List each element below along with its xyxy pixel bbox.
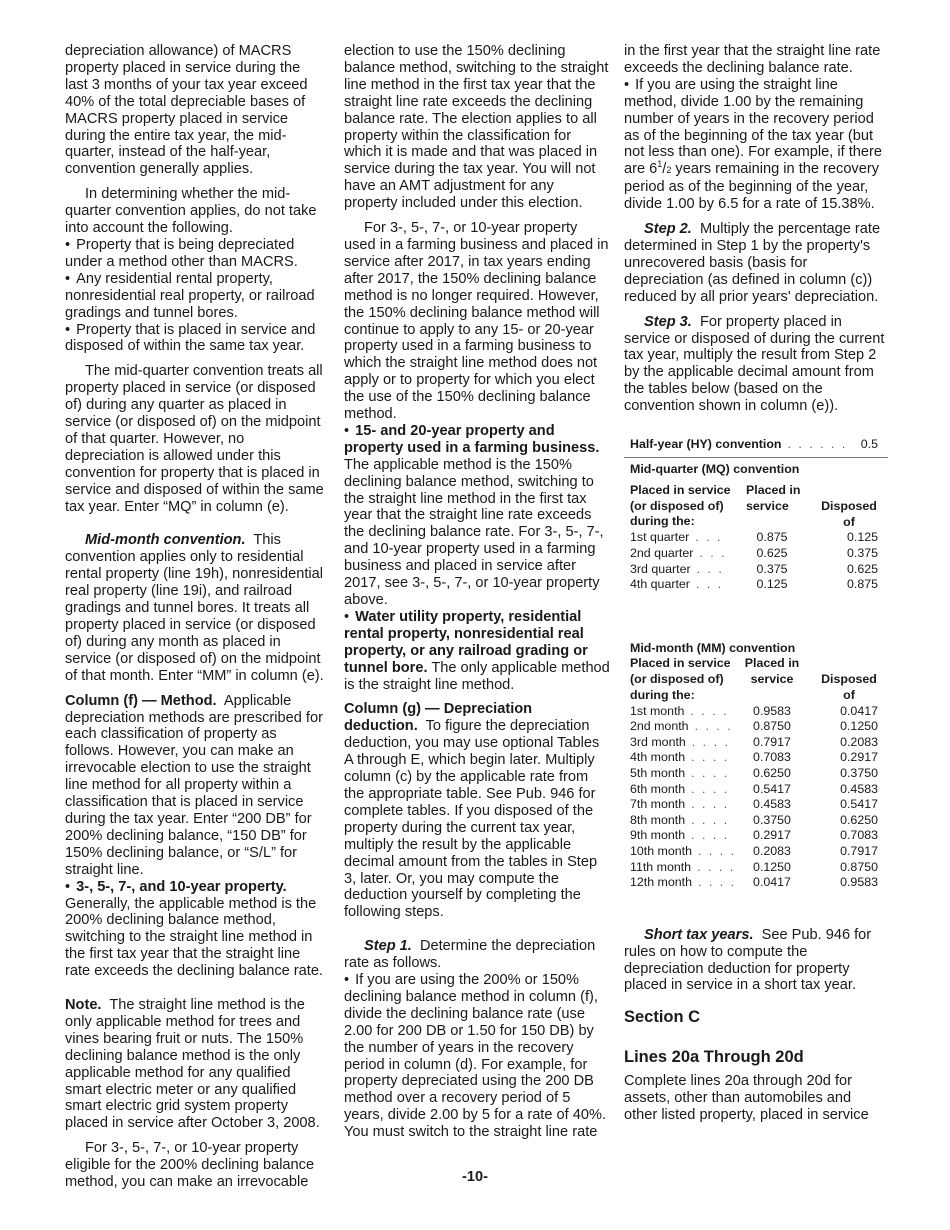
note — [65, 997, 327, 1132]
leader-dots: . . . . — [691, 781, 730, 796]
col-header: Disposed of — [821, 499, 877, 529]
bullet-text: Property that is being depreciated under a method other than MACRS. — [65, 236, 298, 270]
paragraph — [624, 314, 888, 415]
bullet-item — [344, 423, 610, 609]
leader-dots: . . . . — [691, 765, 730, 780]
row-label: 10th month — [630, 843, 692, 858]
run-in-heading: Step 3. — [644, 313, 692, 330]
leader-dots: . . . . — [691, 734, 730, 749]
table-row — [624, 750, 888, 766]
leader-dots: . . . . — [691, 812, 730, 827]
paragraph — [65, 532, 327, 684]
bullet-text: Property that is placed in service and disposed of within the same tax year. — [65, 321, 316, 355]
row-label: 9th month — [630, 828, 686, 843]
table-row — [624, 577, 888, 593]
col-header: Placed in service — [746, 483, 801, 513]
row-label-cell — [630, 766, 742, 782]
fraction-denominator: 2 — [666, 165, 672, 176]
table-body — [624, 704, 888, 895]
bullet-text: Any residential rental property, nonresidential real property, or railroad gradings and tunnel bores. — [65, 270, 315, 321]
placed-value: 0.375 — [756, 561, 788, 576]
placed-value: 0.7083 — [753, 750, 791, 765]
paragraph — [65, 693, 327, 879]
table-row — [624, 782, 888, 798]
row-label-cell — [630, 750, 742, 766]
disposed-value: 0.2917 — [840, 750, 878, 765]
disposed-value: 0.5417 — [840, 797, 878, 812]
table-row — [624, 828, 888, 844]
table-row — [624, 844, 888, 860]
row-label-cell — [630, 813, 742, 829]
disposed-value: 0.8750 — [840, 859, 878, 874]
subsection-heading: Lines 20a Through 20d — [624, 1048, 804, 1067]
leader-dots: . . . . — [691, 828, 730, 843]
disposed-value: 0.2083 — [840, 734, 878, 749]
row-label: 6th month — [630, 781, 686, 796]
hy-label-wrap — [630, 437, 847, 453]
disposed-value: 0.6250 — [840, 812, 878, 827]
paragraph-text: To figure the depreciation deduction, you may use optional Tables A through E, which begin later. Multiply column (c) by the applicable rate from the appropriate table. See Pub. 946 for complete tables. If you disposed of the property during the current tax year, multiply the result by the applicable decimal amount from the tables in Step 3, later. Or, you may compute the deduction yourself by completing the following steps. — [344, 718, 600, 921]
placed-value: 0.9583 — [753, 703, 791, 718]
col-header: Placed in service (or disposed of) during the: — [630, 656, 731, 702]
row-label: 3rd month — [630, 734, 686, 749]
paragraph — [344, 701, 610, 921]
leader-dots: . . . . — [698, 843, 737, 858]
row-label: 11th month — [630, 859, 692, 874]
row-label: 3rd quarter — [630, 561, 691, 576]
half-year-row — [624, 432, 888, 458]
disposed-value: 0.0417 — [840, 703, 878, 718]
leader-dots: . . . — [695, 577, 724, 592]
fraction-slash: / — [662, 161, 667, 178]
leader-dots: . . . — [696, 561, 724, 576]
paragraph: In determining whether the mid-quarter convention applies, do not take into account the following. — [65, 186, 317, 237]
paragraph-text: Multiply the percentage rate determined in Step 1 by the property's unrecovered basis (basis for depreciation (as defined in column (c)) reduced by all prior years' depreciation. — [624, 221, 881, 305]
placed-value: 0.2083 — [753, 843, 791, 858]
run-in-heading: Column (g) — Depreciation deduction. — [344, 701, 533, 735]
run-in-heading: Step 2. — [644, 221, 692, 238]
row-label: 12th month — [630, 875, 692, 890]
paragraph-text: This convention applies only to residential rental property (line 19h), nonresidential real property (line 19i), and railroad gradings and tunnel bores. It treats all property placed in service (or disposed of) during any month as placed in service (or disposed of) on the midpoint of that month. Enter “MM” in column (e). — [65, 532, 324, 684]
disposed-value: 0.7083 — [840, 828, 878, 843]
table-header-row — [624, 656, 888, 703]
mq-title: Mid-quarter (MQ) convention — [630, 461, 800, 476]
row-label: 1st quarter — [630, 530, 690, 545]
paragraph-text: For property placed in service or disposed of during the current tax year, multiply the result from Step 2 by the applicable decimal amount from the tables below (based on the convention shown in column (e)). — [624, 313, 885, 415]
row-label: 4th quarter — [630, 577, 690, 592]
placed-value: 0.8750 — [753, 719, 791, 734]
paragraph — [624, 927, 888, 995]
table-row — [624, 719, 888, 735]
disposed-value: 0.4583 — [840, 781, 878, 796]
row-label-cell — [630, 844, 742, 860]
placed-value: 0.3750 — [753, 812, 791, 827]
row-label: 1st month — [630, 703, 685, 718]
bullet-item — [65, 322, 327, 356]
placed-value: 0.5417 — [753, 781, 791, 796]
row-label-cell — [630, 530, 742, 546]
paragraph: in the first year that the straight line rate exceeds the declining balance rate. — [624, 43, 881, 76]
row-label-cell — [630, 782, 742, 798]
run-in-heading: 3-, 5-, 7-, and 10-year property. — [76, 878, 287, 895]
column-3 — [624, 43, 888, 1124]
column-1 — [65, 43, 327, 1191]
placed-value: 0.6250 — [753, 765, 791, 780]
bullet-item — [65, 237, 327, 271]
row-label-cell — [630, 875, 742, 891]
table-row — [624, 735, 888, 751]
disposed-value: 0.375 — [846, 546, 878, 560]
bullet-text: If you are using the 200% or 150% declining balance method in column (f), divide the declining balance rate (use 2.00 for 200 DB or 1.50 for 150 DB) by the number of years in the recovery period in column (d). For example, for property depreciated using the 200 DB method over a recovery period of 5 years, divide 2.00 by 5 for a rate of 40%. You must switch to the straight line rate — [344, 972, 607, 1141]
paragraph-text: Applicable depreciation methods are prescribed for each classification of property as follows. However, you can make an irrevocable election to use the straight line method for all property within a classification that is placed in service during the tax year. Enter “200 DB” for 200% declining balance, “150 DB” for 150% declining balance, or “S/L” for straight line. — [65, 692, 323, 878]
row-label-cell — [630, 828, 742, 844]
run-in-heading: Step 1. — [364, 938, 412, 955]
disposed-value: 0.625 — [846, 561, 878, 576]
disposed-value: 0.875 — [846, 577, 878, 592]
table-row — [624, 813, 888, 829]
bullet-text-part: If you are using the straight line method, divide 1.00 by the remaining number of years in the recovery period as of the beginning of the tax year (but not less than one). For example, if there are 6 — [624, 76, 882, 178]
row-label-cell — [630, 546, 742, 562]
bullet-item — [65, 879, 327, 980]
paragraph-text: See Pub. 946 for rules on how to compute the depreciation deduction for property placed in service in a short tax year. — [624, 926, 872, 994]
table-row — [624, 562, 888, 578]
table-row — [624, 860, 888, 876]
run-in-heading: Column (f) — Method. — [65, 692, 217, 709]
bullet-text: Generally, the applicable method is the 200% declining balance method, switching to the straight line method in the first tax year that the straight line rate exceeds the declining balance rate. — [65, 895, 323, 980]
bullet-item — [624, 77, 888, 213]
row-label-cell — [630, 797, 742, 813]
table-row — [624, 797, 888, 813]
paragraph — [624, 221, 888, 306]
hy-value: 0.5 — [860, 437, 878, 452]
row-label-cell — [630, 704, 742, 720]
row-label: 2nd month — [630, 719, 689, 734]
disposed-value: 0.3750 — [840, 765, 878, 780]
placed-value: 0.4583 — [753, 797, 791, 812]
page-number: -10- — [462, 1169, 488, 1185]
row-label-cell — [630, 719, 742, 735]
leader-dots: . . . — [695, 530, 723, 545]
placed-value: 0.2917 — [753, 828, 791, 843]
disposed-value: 0.9583 — [840, 875, 878, 890]
bullet-text: The only applicable method is the straight line method. — [344, 659, 610, 693]
bullet-text-part: years remaining in the recovery period as of the beginning of the year, divide 1.00 by 6.5 for a rate of 15.38%. — [624, 161, 880, 213]
leader-dots: . . . . . . — [787, 437, 848, 452]
convention-table-month — [624, 641, 888, 895]
leader-dots: . . . — [699, 546, 727, 560]
row-label-cell — [630, 562, 742, 578]
section-heading: Section C — [624, 1008, 701, 1027]
note-label: Note. — [65, 997, 102, 1014]
hy-label: Half-year (HY) convention — [630, 437, 782, 452]
placed-value: 0.0417 — [753, 875, 791, 890]
paragraph: For 3-, 5-, 7-, or 10-year property eligible for the 200% declining balance method, you can make an irrevocable — [65, 1140, 315, 1191]
row-label-cell — [630, 735, 742, 751]
row-label: 8th month — [630, 812, 686, 827]
bullet-item — [344, 609, 610, 694]
paragraph: depreciation allowance) of MACRS property placed in service during the last 3 months of your tax year exceed 40% of the total depreciable bases of MACRS property placed in service during the entire tax year, the mid-quarter, instead of the half-year, convention generally applies. — [65, 43, 308, 178]
row-label: 2nd quarter — [630, 546, 694, 560]
row-label-cell — [630, 860, 742, 876]
note-text: The straight line method is the only applicable method for trees and vines bearing fruit or nuts. The 150% declining balance method is the only applicable method for any qualified smart electric meter or any qualified smart electric grid system property placed in service after October 3, 2008. — [65, 997, 320, 1132]
table-row — [624, 704, 888, 720]
fraction-numerator: 1 — [657, 159, 663, 170]
paragraph: The mid-quarter convention treats all property placed in service (or disposed of) during any quarter as placed in service (or disposed of) on the midpoint of that quarter. However, no depreciation is allowed under this convention for property that is placed in service and disposed of within the same tax year. Enter “MQ” in column (e). — [65, 363, 324, 515]
paragraph: For 3-, 5-, 7-, or 10-year property used in a farming business and placed in service after 2017, in tax years ending after 2017, the 150% declining balance method is no longer required. However, the 150% declining balance method will continue to apply to any 15- or 20-year property used in a farming business to which the straight line method does not apply or to property for which you elect the use of the 150% declining balance method. — [344, 220, 609, 423]
leader-dots: . . . . — [698, 875, 737, 890]
leader-dots: . . . . — [697, 859, 736, 874]
row-label: 5th month — [630, 765, 686, 780]
table-row — [624, 875, 888, 891]
paragraph-text: Determine the depreciation rate as follows. — [344, 938, 596, 972]
column-2 — [344, 43, 610, 1141]
table-row — [624, 766, 888, 782]
disposed-value: 0.1250 — [840, 719, 878, 734]
leader-dots: . . . . — [691, 750, 730, 765]
run-in-heading: Water utility property, residential rental property, nonresidential real property, or any railroad grading or tunnel bore. — [344, 608, 588, 676]
convention-table-quarter — [624, 432, 888, 597]
paragraph — [344, 938, 610, 972]
table-row — [624, 530, 888, 546]
paragraph: election to use the 150% declining balance method, switching to the straight line method in the first tax year that the straight line rate exceeds the declining balance rate. The election applies to all property within the classification for which it is made and that was placed in service during the tax year. You will not have an AMT adjustment for any property included under this election. — [344, 43, 609, 212]
bullet-item — [344, 972, 610, 1141]
col-header: Disposed of — [821, 672, 877, 702]
placed-value: 0.7917 — [753, 734, 791, 749]
run-in-heading: 15- and 20-year property and property used in a farming business. — [344, 422, 600, 456]
placed-value: 0.625 — [756, 546, 788, 560]
leader-dots: . . . . — [690, 703, 729, 718]
row-label-cell — [630, 577, 742, 593]
bullet-item — [65, 271, 327, 322]
leader-dots: . . . . — [691, 797, 730, 812]
placed-value: 0.125 — [756, 577, 788, 592]
paragraph: Complete lines 20a through 20d for assets, other than automobiles and other listed property, placed in service — [624, 1073, 869, 1124]
col-header: Placed in service (or disposed of) during the: — [630, 483, 731, 529]
disposed-value: 0.125 — [846, 530, 878, 545]
table-header-row — [624, 483, 888, 530]
placed-value: 0.1250 — [753, 859, 791, 874]
run-in-heading: Mid-month convention. — [85, 532, 246, 549]
bullet-text: The applicable method is the 150% declining balance method, switching to the straight line method in the first tax year that the straight line rate exceeds the declining balance rate. For 3-, 5-, 7-, and 10-year property used in a farming business and placed in service after 2017, see 3-, 5-, 7-, or 10-year property above. — [344, 456, 604, 608]
table-row — [624, 546, 888, 562]
col-header: Placed in service — [744, 656, 800, 686]
row-label: 7th month — [630, 797, 686, 812]
table-body — [624, 530, 888, 596]
placed-value: 0.875 — [756, 530, 788, 545]
leader-dots: . . . . — [694, 719, 733, 734]
disposed-value: 0.7917 — [840, 843, 878, 858]
mm-title: Mid-month (MM) convention — [630, 640, 796, 655]
row-label: 4th month — [630, 750, 686, 765]
run-in-heading: Short tax years. — [644, 926, 754, 943]
